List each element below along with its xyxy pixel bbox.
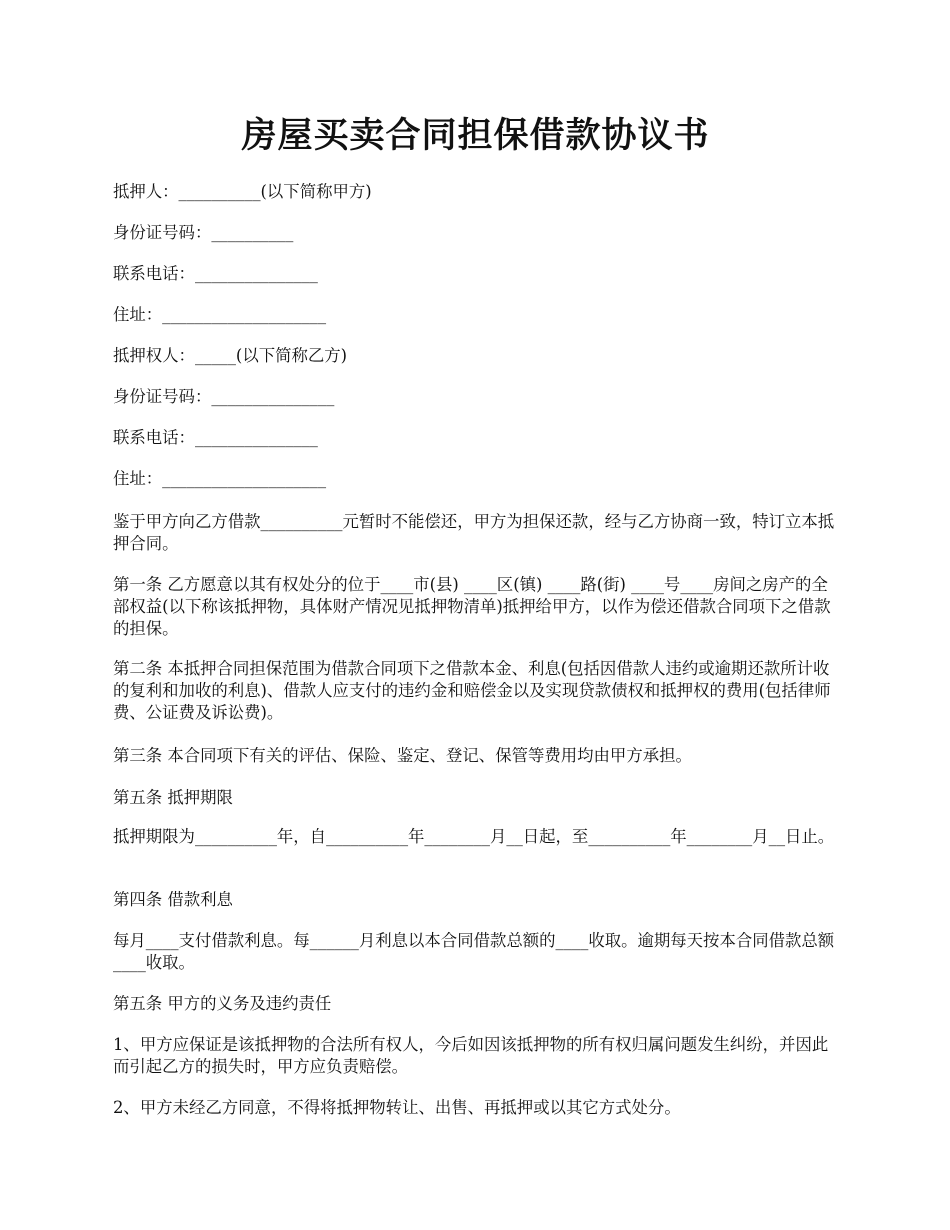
article-2-paragraph: 第二条 本抵押合同担保范围为借款合同项下之借款本金、利息(包括因借款人违约或逾期还款所计收的复利和加收的利息)、借款人应支付的违约金和赔偿金以及实现贷款债权和抵押权的费用(包括律师费、公证费及诉讼费)。 [113,659,831,722]
mortgagee-line: 抵押权人：_____(以下简称乙方) [113,346,348,365]
section-heading: 第五条 抵押期限 [113,788,233,807]
obligation-2-paragraph: 2、甲方未经乙方同意，不得将抵押物转让、出售、再抵押或以其它方式处分。 [113,1098,681,1117]
article-1-paragraph: 第一条 乙方愿意以其有权处分的位于____市(县) ____区(镇) ____路(街) ____号____房间之房产的全部权益(以下称该抵押物，具体财产情况见抵押物清单)抵押给甲方，以作为偿还借款合同项下之借款的担保。 [113,575,831,638]
mortgagee-address-line: 住址：____________________ [113,469,327,488]
mortgagor-line: 抵押人：__________(以下简称甲方) [113,182,372,201]
mortgagee-phone-line: 联系电话：_______________ [113,428,318,447]
mortgagor-address-line: 住址：____________________ [113,305,327,324]
section-heading: 第四条 借款利息 [113,890,233,909]
mortgagee-id-line: 身份证号码：_______________ [113,387,335,406]
obligation-1-paragraph: 1、甲方应保证是该抵押物的合法所有权人，今后如因该抵押物的所有权归属问题发生纠纷，并因此而引起乙方的损失时，甲方应负责赔偿。 [113,1035,829,1076]
preamble-paragraph: 鉴于甲方向乙方借款__________元暂时不能偿还，甲方为担保还款，经与乙方协商一致，特订立本抵押合同。 [113,512,835,553]
mortgagor-id-line: 身份证号码：__________ [113,223,294,242]
interest-paragraph: 每月____支付借款利息。每______月利息以本合同借款总额的____收取。逾期每天按本合同借款总额____收取。 [113,931,835,972]
mortgagor-phone-line: 联系电话：_______________ [113,264,318,283]
article-3-paragraph: 第三条 本合同项下有关的评估、保险、鉴定、登记、保管等费用均由甲方承担。 [113,746,692,765]
section-heading: 第五条 甲方的义务及违约责任 [113,994,332,1013]
mortgage-term-paragraph: 抵押期限为__________年，自__________年________月__日起，至__________年________月__日止。 [113,827,835,846]
document-title: 房屋买卖合同担保借款协议书 [241,115,710,156]
